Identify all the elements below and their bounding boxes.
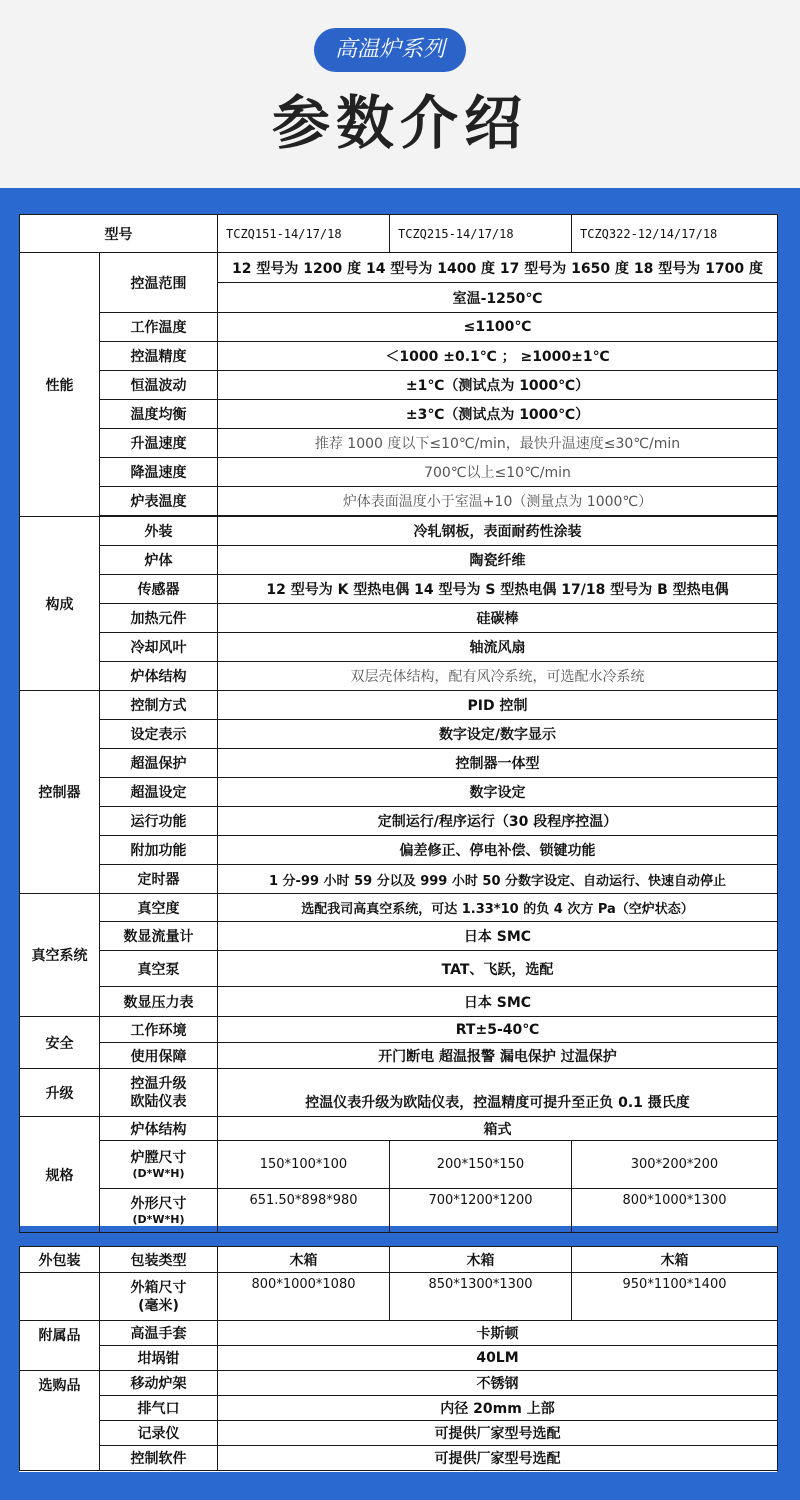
row-label: 使用保障 bbox=[100, 1043, 218, 1069]
row-value: 40LM bbox=[218, 1346, 778, 1371]
row-value: PID 控制 bbox=[218, 691, 778, 720]
row-label: 真空泵 bbox=[100, 951, 218, 987]
row-value: ≤1100℃ bbox=[218, 313, 778, 342]
row-label: 冷却风叶 bbox=[100, 633, 218, 662]
row-value: 偏差修正、停电补偿、锁键功能 bbox=[218, 836, 778, 865]
row-value: 选配我司高真空系统，可达 1.33*10 的负 4 次方 Pa（空炉状态） bbox=[218, 894, 778, 922]
category-package: 外包装 bbox=[20, 1247, 100, 1273]
row-value: ±1℃（测试点为 1000℃） bbox=[218, 371, 778, 400]
row-value: 箱式 bbox=[218, 1117, 778, 1141]
row-label: 超温保护 bbox=[100, 749, 218, 778]
row-value: 日本 SMC bbox=[218, 987, 778, 1017]
chamber-unit: (D*W*H) bbox=[132, 1166, 185, 1180]
row-label: 超温设定 bbox=[100, 778, 218, 807]
row-label: 升温速度 bbox=[100, 429, 218, 458]
package-type-value: 木箱 bbox=[218, 1247, 390, 1273]
row-value: 控温仪表升级为欧陆仪表，控温精度可提升至正负 0.1 摄氏度 bbox=[218, 1069, 778, 1117]
row-label: 控温精度 bbox=[100, 342, 218, 371]
row-value: ＜1000 ±0.1℃ ； ≥1000±1℃ bbox=[218, 342, 778, 371]
outer-value: 800*1000*1300 bbox=[572, 1189, 778, 1233]
row-value: 室温-1250℃ bbox=[218, 283, 778, 313]
row-label: 外装 bbox=[100, 517, 218, 546]
row-label: 炉表温度 bbox=[100, 487, 218, 516]
row-label: 工作温度 bbox=[100, 313, 218, 342]
package-table bbox=[19, 1246, 778, 1471]
box-value: 950*1100*1400 bbox=[572, 1273, 778, 1321]
row-label: 运行功能 bbox=[100, 807, 218, 836]
box-label-text: 外箱尺寸 bbox=[130, 1279, 187, 1296]
page-header bbox=[0, 0, 800, 188]
row-value: 卡斯顿 bbox=[218, 1321, 778, 1346]
row-label: 炉体 bbox=[100, 546, 218, 575]
row-value: 开门断电 超温报警 漏电保护 过温保护 bbox=[218, 1043, 778, 1069]
outer-value: 700*1200*1200 bbox=[390, 1189, 572, 1233]
box-value: 800*1000*1080 bbox=[218, 1273, 390, 1321]
model-row bbox=[20, 215, 778, 253]
box-unit: (毫米) bbox=[138, 1297, 179, 1314]
row-value: 700℃以上≤10℃/min bbox=[218, 458, 778, 487]
row-label: 高温手套 bbox=[100, 1321, 218, 1346]
row-value: 数字设定 bbox=[218, 778, 778, 807]
category-controller: 控制器 bbox=[20, 691, 100, 894]
row-value: 可提供厂家型号选配 bbox=[218, 1421, 778, 1446]
category-safety: 安全 bbox=[20, 1017, 100, 1069]
chamber-label-text: 炉膛尺寸 bbox=[130, 1149, 187, 1166]
row-value: 轴流风扇 bbox=[218, 633, 778, 662]
category-options: 选购品 bbox=[20, 1371, 100, 1471]
page-title: 参数介绍 bbox=[271, 89, 528, 157]
row-value: 控制器一体型 bbox=[218, 749, 778, 778]
row-value: 硅碳棒 bbox=[218, 604, 778, 633]
package-sheet bbox=[19, 1246, 777, 1472]
row-label: 包装类型 bbox=[100, 1247, 218, 1273]
spec-sheet bbox=[19, 214, 777, 1226]
series-badge: 高温炉系列 bbox=[314, 28, 466, 72]
chamber-value: 200*150*150 bbox=[390, 1141, 572, 1189]
model-cell: TCZQ322-12/14/17/18 bbox=[572, 215, 778, 253]
model-cell: TCZQ151-14/17/18 bbox=[218, 215, 390, 253]
package-type-value: 木箱 bbox=[572, 1247, 778, 1273]
outer-unit: (D*W*H) bbox=[132, 1212, 185, 1226]
outer-label bbox=[100, 1189, 218, 1233]
row-label: 加热元件 bbox=[100, 604, 218, 633]
upgrade-label-line2: 欧陆仪表 bbox=[130, 1093, 187, 1110]
row-label: 控制方式 bbox=[100, 691, 218, 720]
row-label: 移动炉架 bbox=[100, 1371, 218, 1396]
row-value: 不锈钢 bbox=[218, 1371, 778, 1396]
row-value: 1 分-99 小时 59 分以及 999 小时 50 分数字设定、自动运行、快速自动停止 bbox=[218, 865, 778, 894]
row-label: 定时器 bbox=[100, 865, 218, 894]
chamber-label bbox=[100, 1141, 218, 1189]
row-value: 12 型号为 1200 度 14 型号为 1400 度 17 型号为 1650 度 18 型号为 1700 度 bbox=[218, 253, 778, 283]
row-label: 恒温波动 bbox=[100, 371, 218, 400]
box-label bbox=[100, 1273, 218, 1321]
row-label: 设定表示 bbox=[100, 720, 218, 749]
row-value: 冷轧钢板，表面耐药性涂装 bbox=[218, 517, 778, 546]
row-label: 真空度 bbox=[100, 894, 218, 922]
chamber-value: 150*100*100 bbox=[218, 1141, 390, 1189]
model-label: 型号 bbox=[20, 215, 218, 253]
row-value: TAT、飞跃，选配 bbox=[218, 951, 778, 987]
category-spec: 规格 bbox=[20, 1117, 100, 1233]
row-label: 记录仪 bbox=[100, 1421, 218, 1446]
row-label: 坩埚钳 bbox=[100, 1346, 218, 1371]
row-label: 炉体结构 bbox=[100, 662, 218, 691]
category-vacuum: 真空系统 bbox=[20, 894, 100, 1017]
row-value: 可提供厂家型号选配 bbox=[218, 1446, 778, 1471]
chamber-value: 300*200*200 bbox=[572, 1141, 778, 1189]
spec-table bbox=[19, 214, 778, 1233]
category-performance: 性能 bbox=[20, 253, 100, 517]
box-value: 850*1300*1300 bbox=[390, 1273, 572, 1321]
row-value: ±3℃（测试点为 1000℃） bbox=[218, 400, 778, 429]
row-value: 推荐 1000 度以下≤10℃/min，最快升温速度≤30℃/min bbox=[218, 429, 778, 458]
row-label: 数显流量计 bbox=[100, 922, 218, 951]
row-label: 降温速度 bbox=[100, 458, 218, 487]
outer-label-text: 外形尺寸 bbox=[130, 1195, 187, 1212]
row-label: 控制软件 bbox=[100, 1446, 218, 1471]
upgrade-label-line1: 控温升级 bbox=[130, 1075, 187, 1092]
row-value: 陶瓷纤维 bbox=[218, 546, 778, 575]
row-label: 温度均衡 bbox=[100, 400, 218, 429]
row-label: 炉体结构 bbox=[100, 1117, 218, 1141]
row-value: 12 型号为 K 型热电偶 14 型号为 S 型热电偶 17/18 型号为 B 型热电偶 bbox=[218, 575, 778, 604]
row-value: 双层壳体结构，配有风冷系统，可选配水冷系统 bbox=[218, 662, 778, 691]
row-value: 数字设定/数字显示 bbox=[218, 720, 778, 749]
category-upgrade: 升级 bbox=[20, 1069, 100, 1117]
row-label: 控温范围 bbox=[100, 253, 218, 313]
row-value: 炉体表面温度小于室温+10（测量点为 1000℃） bbox=[218, 487, 778, 516]
upgrade-label bbox=[100, 1069, 218, 1117]
row-label: 附加功能 bbox=[100, 836, 218, 865]
row-value: 日本 SMC bbox=[218, 922, 778, 951]
row-value: 定制运行/程序运行（30 段程序控温） bbox=[218, 807, 778, 836]
model-cell: TCZQ215-14/17/18 bbox=[390, 215, 572, 253]
package-type-value: 木箱 bbox=[390, 1247, 572, 1273]
empty-cell bbox=[20, 1273, 100, 1321]
outer-value: 651.50*898*980 bbox=[218, 1189, 390, 1233]
category-construction: 构成 bbox=[20, 517, 100, 691]
row-label: 数显压力表 bbox=[100, 987, 218, 1017]
row-value: RT±5-40℃ bbox=[218, 1017, 778, 1043]
row-label: 排气口 bbox=[100, 1396, 218, 1421]
row-label: 工作环境 bbox=[100, 1017, 218, 1043]
row-label: 传感器 bbox=[100, 575, 218, 604]
row-value: 内径 20mm 上部 bbox=[218, 1396, 778, 1421]
category-accessories: 附属品 bbox=[20, 1321, 100, 1371]
